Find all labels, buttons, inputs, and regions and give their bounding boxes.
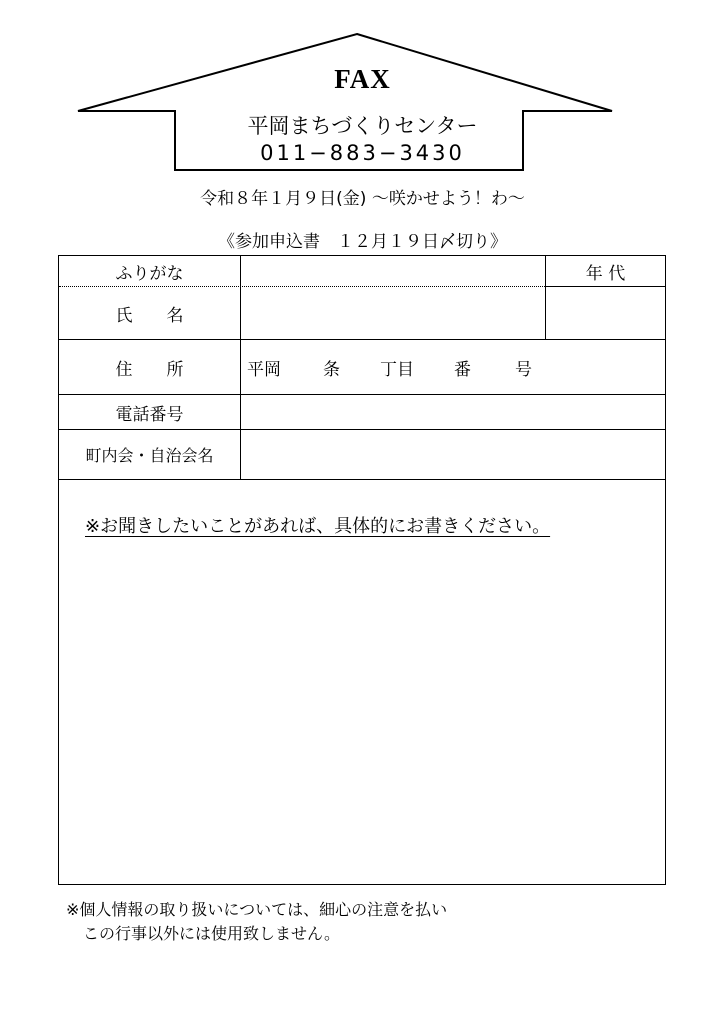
phone-label: 電話番号 [115,404,184,425]
name-field[interactable] [241,287,545,339]
address-label: 住 所 [115,359,184,380]
address-area: 平岡 [247,359,281,380]
question-prompt: ※お聞きしたいことがあれば、具体的にお書きください。 [85,516,551,537]
application-form-table [58,255,666,885]
age-label: 年 代 [585,263,626,284]
privacy-footnote [66,898,447,946]
fax-number: 011−883−3430 [260,141,465,165]
age-field[interactable] [546,287,665,339]
address-go: 号 [515,359,532,380]
furigana-label: ふりがな [115,263,184,284]
association-field[interactable] [241,430,665,479]
privacy-note-line1: ※個人情報の取り扱いについては、細心の注意を払い [66,900,448,919]
name-label: 氏 名 [115,305,184,326]
fax-title: FAX [334,64,391,94]
phone-field[interactable] [241,395,665,429]
furigana-field[interactable] [241,256,545,286]
privacy-note-line2: この行事以外には使用致しません。 [83,924,340,943]
application-deadline: 《参加申込書 １２月１９日〆切り》 [218,232,507,252]
association-label: 町内会・自治会名 [85,446,214,465]
questions-textarea[interactable] [59,480,665,884]
event-date-title: 令和８年１月９日(金) ～咲かせよう！わ～ [200,189,525,209]
center-name: 平岡まちづくりセンター [247,114,478,138]
address-jo: 条 [323,359,340,380]
address-chome: 丁目 [380,359,414,380]
address-field[interactable] [241,340,665,394]
address-ban: 番 [454,359,471,380]
